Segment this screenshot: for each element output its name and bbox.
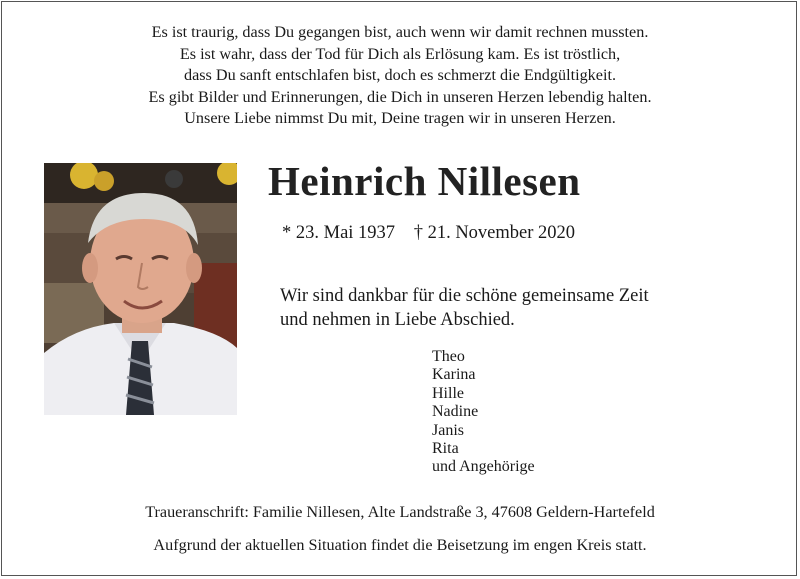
portrait-illustration bbox=[44, 163, 237, 415]
portrait-photo bbox=[44, 163, 237, 415]
farewell-line: Wir sind dankbar für die schöne gemeinsame Zeit bbox=[280, 286, 649, 306]
mourner-name: Hille bbox=[432, 384, 464, 402]
deceased-name: Heinrich Nillesen bbox=[268, 158, 581, 204]
poem-line: Unsere Liebe nimmst Du mit, Deine tragen wir in unseren Herzen. bbox=[184, 109, 616, 128]
mourner-name: Karina bbox=[432, 366, 476, 384]
farewell-line: und nehmen in Liebe Abschied. bbox=[280, 310, 515, 330]
mourners-list bbox=[432, 348, 535, 477]
mourner-name: Theo bbox=[432, 348, 465, 365]
poem-line: Es ist traurig, dass Du gegangen bist, auch wenn wir damit rechnen mussten. bbox=[151, 23, 649, 41]
poem-line: Es gibt Bilder und Erinnerungen, die Dich in unseren Herzen lebendig halten. bbox=[148, 87, 652, 106]
poem-line: dass Du sanft entschlafen bist, doch es schmerzt die Endgültigkeit. bbox=[183, 66, 616, 85]
birth-date: * 23. Mai 1937 bbox=[282, 223, 396, 243]
mourning-address: Traueranschrift: Familie Nillesen, Alte Landstraße 3, 47608 Geldern-Hartefeld bbox=[145, 503, 655, 521]
poem-line: Es ist wahr, dass der Tod für Dich als Erlösung kam. Es ist tröstlich, bbox=[179, 44, 621, 63]
mourner-name: Janis bbox=[432, 421, 464, 439]
mourner-name: und Angehörige bbox=[432, 458, 535, 476]
burial-notice: Aufgrund der aktuellen Situation findet die Beisetzung im engen Kreis statt. bbox=[153, 536, 647, 554]
mourner-name: Nadine bbox=[432, 403, 479, 421]
mourner-name: Rita bbox=[432, 440, 459, 458]
memorial-poem bbox=[0, 22, 800, 130]
death-date: † 21. November 2020 bbox=[413, 223, 576, 243]
life-dates bbox=[282, 223, 575, 244]
farewell-message bbox=[280, 284, 649, 332]
